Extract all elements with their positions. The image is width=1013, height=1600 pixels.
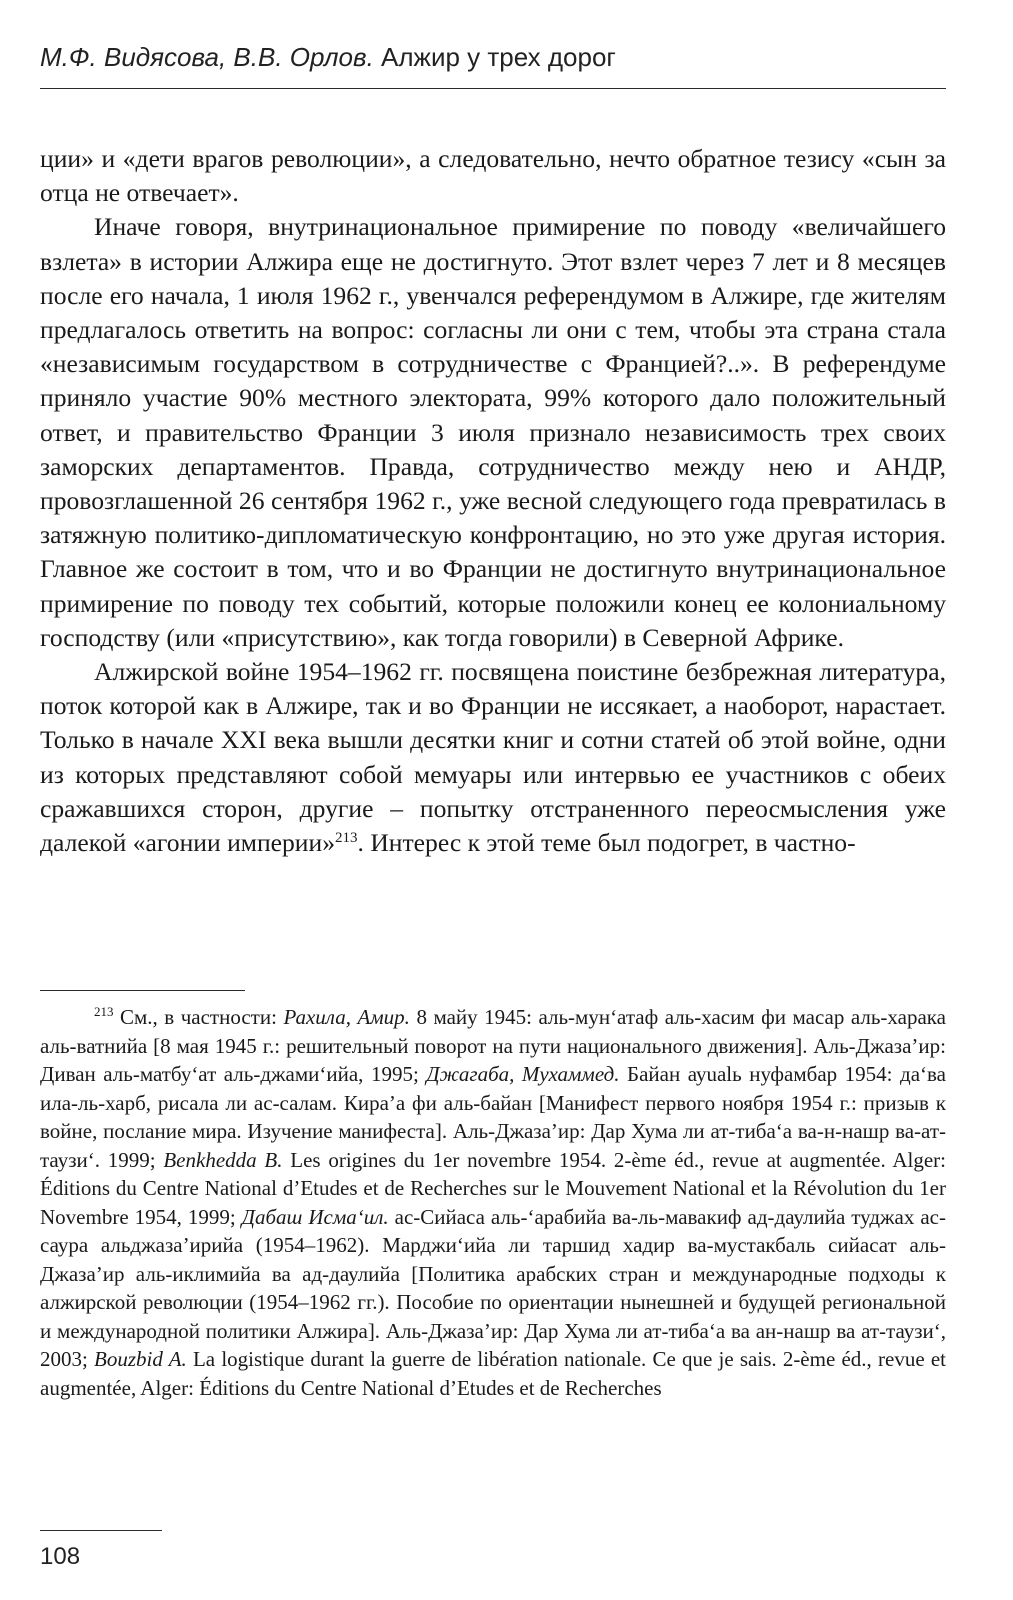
- footnote-author: Benkhedda B.: [163, 1147, 283, 1172]
- paragraph-3: [40, 655, 946, 860]
- header-rule: [40, 88, 946, 89]
- footnote-number: 213: [94, 1004, 114, 1019]
- paragraph-2: Иначе говоря, внутринациональное примирение по поводу «величайшего взлета» в истории Алжира еще не достигнуто. Этот взлет через 7 лет и 8 месяцев после его начала, 1 июля 1962 г., увенчался референдумом в Алжире, где жителям предлагалось ответить на вопрос: согласны ли они с тем, чтобы эта страна стала «независимым государством в сотрудничестве с Францией?..». В референдуме приняло участие 90% местного электората, 99% которого дало положительный ответ, и правительство Франции 3 июля признало независимость трех своих заморских департаментов. Правда, сотрудничество между нею и АНДР, провозглашенной 26 сентября 1962 г., уже весной следующего года превратилась в затяжную политико-дипломатическую конфронтацию, но это уже другая история. Главное же состоит в том, что и во Франции не достигнуто внутринациональное примирение по поводу тех событий, которые положили конец ее колониальному господству (или «присутствию», как тогда говорили) в Северной Африке.: [40, 212, 946, 652]
- footnote-text: 8 майу 1945: аль-мун‘атаф аль-хасим фи масар аль-харака аль-ватнийа [8 мая 1945 г.: решительный поворот на пути национального движения]. Аль-Джаза’ир: Диван аль-матбу‘ат аль-джами‘ийа, 1995;: [40, 1005, 946, 1086]
- footnote-author: Джагаба, Мухаммед.: [426, 1062, 620, 1086]
- paragraph-1: ции» и «дети врагов революции», а следовательно, нечто обратное тезису «сын за отца не отвечает».: [40, 144, 946, 208]
- header-title: Алжир у трех дорог: [381, 42, 616, 72]
- footnote-text: Байан ауualь нуфамбар 1954: да‘ва ила-ль-харб, рисала ли ас-салам. Кира’а фи аль-байан [Манифест первого ноября 1954 г.: призыв к войне, послание мира. Изучение манифеста]. Аль-Джаза’ир: Дар Хума ли ат-тиба‘а ва-н-нашр ва-ат-таузи‘. 1999;: [40, 1062, 946, 1172]
- footnote-author: Bouzbid A.: [94, 1347, 187, 1371]
- footnote-rule: [40, 990, 245, 991]
- paragraph-3-continuation: . Интерес к этой теме был подогрет, в частно-: [357, 828, 856, 858]
- page-number: 108: [40, 1543, 81, 1570]
- footnote-reference[interactable]: 213: [335, 830, 358, 847]
- footnote-text: Les origines du 1er novembre 1954. 2-ème éd., revue at augmentée. Alger: Éditions du Centre National d’Etudes et de Recherches sur le Mouvement National et la Révolution du 1er Novembre 1954, 1999;: [40, 1147, 946, 1229]
- footnote-author: Дабаш Исма‘ил.: [241, 1204, 389, 1229]
- paragraph-3-text: Алжирской войне 1954–1962 гг. посвящена поистине безбрежная литература, поток которой как в Алжире, так и во Франции не иссякает, а наоборот, нарастает. Только в начале XXI века вышли десятки книг и сотни статей об этой войне, одни из которых представляют собой мемуары или интервью ее участников с обеих сражавшихся сторон, другие – попытку отстраненного переосмысления уже далекой «агонии империи»: [40, 657, 946, 858]
- footnote-author: Рахила, Амир.: [283, 1005, 410, 1029]
- main-text: [40, 142, 946, 860]
- header-authors: М.Ф. Видясова, В.В. Орлов.: [40, 42, 374, 72]
- footnote-text: См., в частности:: [113, 1005, 284, 1029]
- footnote-text: La logistique durant la guerre de libération nationale. Ce que je sais. 2-ème éd., revue et augmentée, Alger: Éditions du Centre National d’Etudes et de Recherches: [40, 1347, 946, 1400]
- footnote-text: ас-Сийаса аль-‘арабийа ва-ль-мавакиф ад-даулийа туджах ас-саура альджаза’ирийа (1954–1962). Марджи‘ийа ли таршид хадир ва-мустакбаль сийасат аль-Джаза’ир аль-иклимийа ва ад-даулийа [Политика арабских стран и международные подходы к алжирской революции (1954–1962 гг.). Пособие по ориентации нынешней и будущей региональной и международной политики Алжира]. Аль-Джаза’ир: Дар Хума ли ат-тиба‘а ва ан-нашр ва ат-таузи‘, 2003;: [40, 1204, 946, 1371]
- running-header: [40, 44, 946, 70]
- footer-rule: [40, 1530, 162, 1531]
- footnote-213: [40, 1003, 946, 1402]
